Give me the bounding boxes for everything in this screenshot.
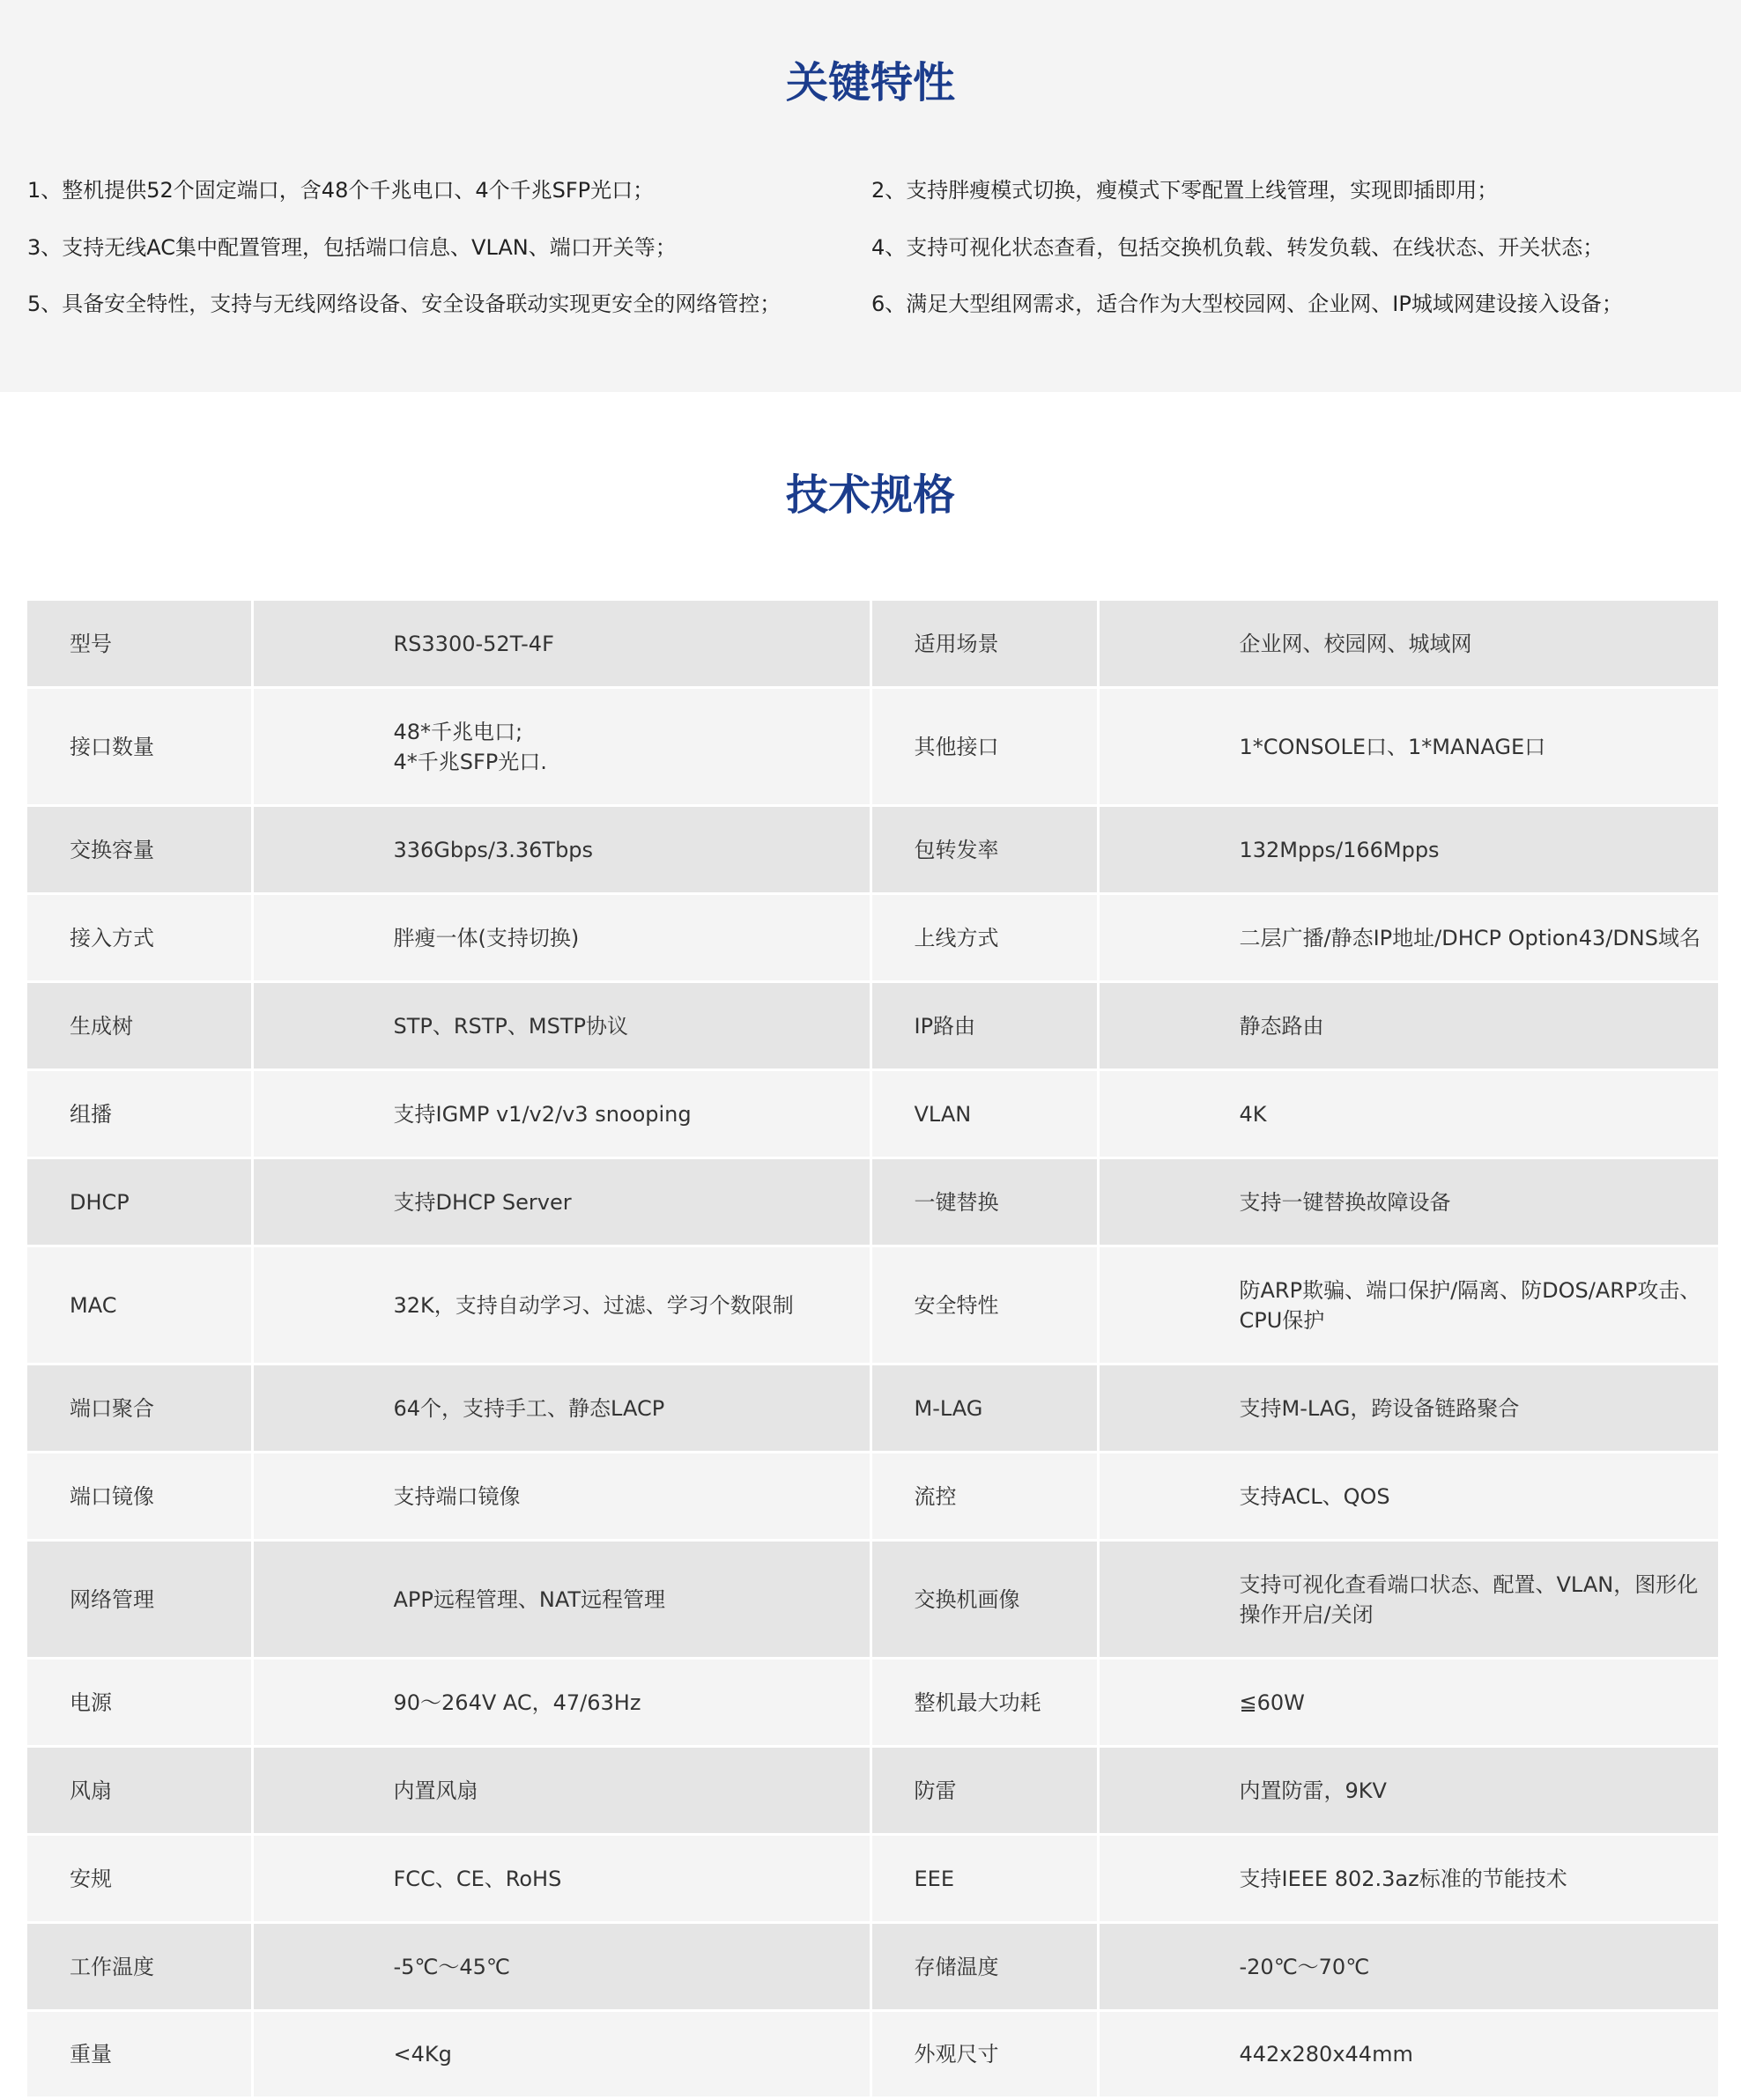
spec-label: 上线方式 <box>870 894 1098 982</box>
feature-item-1: 1、整机提供52个固定端口，含48个千兆电口、4个千兆SFP光口； <box>27 178 655 203</box>
spec-label: 组播 <box>27 1070 252 1158</box>
spec-label: 安全特性 <box>870 1246 1098 1364</box>
spec-value: -5℃～45℃ <box>252 1923 870 2011</box>
table-row <box>27 2011 1718 2098</box>
table-row <box>27 1835 1718 1923</box>
spec-value: 48*千兆电口; 4*千兆SFP光口. <box>252 688 870 806</box>
spec-label: 防雷 <box>870 1747 1098 1835</box>
feature-item-3: 3、支持无线AC集中配置管理，包括端口信息、VLAN、端口开关等； <box>27 235 677 260</box>
spec-value: 内置风扇 <box>252 1747 870 1835</box>
spec-label: 整机最大功耗 <box>870 1659 1098 1747</box>
spec-label: 电源 <box>27 1659 252 1747</box>
spec-value: 支持ACL、QOS <box>1098 1453 1718 1541</box>
key-features-title: 关键特性 <box>785 58 955 107</box>
spec-label: 端口聚合 <box>27 1364 252 1453</box>
spec-value: 442x280x44mm <box>1098 2011 1718 2098</box>
spec-label: 接口数量 <box>27 688 252 806</box>
table-row <box>27 1747 1718 1835</box>
table-row <box>27 1246 1718 1364</box>
spec-value: 支持一键替换故障设备 <box>1098 1158 1718 1246</box>
spec-value: 支持端口镜像 <box>252 1453 870 1541</box>
spec-label: 接入方式 <box>27 894 252 982</box>
table-row <box>27 1923 1718 2011</box>
spec-label: 适用场景 <box>870 601 1098 688</box>
feature-item-6: 6、满足大型组网需求，适合作为大型校园网、企业网、IP城域网建设接入设备； <box>871 292 1623 316</box>
spec-label: 工作温度 <box>27 1923 252 2011</box>
spec-label: 端口镜像 <box>27 1453 252 1541</box>
feature-item-4: 4、支持可视化状态查看，包括交换机负载、转发负载、在线状态、开关状态； <box>871 235 1604 260</box>
spec-value: ≦60W <box>1098 1659 1718 1747</box>
spec-value: 企业网、校园网、城域网 <box>1098 601 1718 688</box>
spec-value: 胖瘦一体(支持切换) <box>252 894 870 982</box>
table-row <box>27 1453 1718 1541</box>
key-features-section <box>0 0 1741 392</box>
spec-label: EEE <box>870 1835 1098 1923</box>
spec-label: 包转发率 <box>870 806 1098 894</box>
table-row <box>27 806 1718 894</box>
spec-label: 安规 <box>27 1835 252 1923</box>
table-row <box>27 601 1718 688</box>
spec-value: 防ARP欺骗、端口保护/隔离、防DOS/ARP攻击、 CPU保护 <box>1098 1246 1718 1364</box>
spec-label: 交换容量 <box>27 806 252 894</box>
spec-label: M-LAG <box>870 1364 1098 1453</box>
spec-label: VLAN <box>870 1070 1098 1158</box>
table-row <box>27 982 1718 1070</box>
table-row <box>27 1070 1718 1158</box>
spec-value: 支持M-LAG，跨设备链路聚合 <box>1098 1364 1718 1453</box>
table-row <box>27 1158 1718 1246</box>
spec-value: 90～264V AC，47/63Hz <box>252 1659 870 1747</box>
spec-value: 支持IEEE 802.3az标准的节能技术 <box>1098 1835 1718 1923</box>
spec-label: 交换机画像 <box>870 1541 1098 1659</box>
spec-label: IP路由 <box>870 982 1098 1070</box>
spec-value: 64个，支持手工、静态LACP <box>252 1364 870 1453</box>
spec-label: 型号 <box>27 601 252 688</box>
spec-label: 一键替换 <box>870 1158 1098 1246</box>
spec-label: 生成树 <box>27 982 252 1070</box>
spec-value: APP远程管理、NAT远程管理 <box>252 1541 870 1659</box>
specs-table <box>27 601 1718 2099</box>
spec-value: RS3300-52T-4F <box>252 601 870 688</box>
spec-value: 静态路由 <box>1098 982 1718 1070</box>
spec-label: 外观尺寸 <box>870 2011 1098 2098</box>
table-row <box>27 1364 1718 1453</box>
spec-label: 重量 <box>27 2011 252 2098</box>
table-row <box>27 688 1718 806</box>
spec-value: 支持可视化查看端口状态、配置、VLAN，图形化 操作开启/关闭 <box>1098 1541 1718 1659</box>
spec-value: <4Kg <box>252 2011 870 2098</box>
spec-value: 内置防雷，9KV <box>1098 1747 1718 1835</box>
spec-value: 4K <box>1098 1070 1718 1158</box>
spec-value: 32K，支持自动学习、过滤、学习个数限制 <box>252 1246 870 1364</box>
spec-value: 二层广播/静态IP地址/DHCP Option43/DNS域名 <box>1098 894 1718 982</box>
table-row <box>27 894 1718 982</box>
spec-value: 支持DHCP Server <box>252 1158 870 1246</box>
spec-value: 支持IGMP v1/v2/v3 snooping <box>252 1070 870 1158</box>
table-row <box>27 1659 1718 1747</box>
spec-value: STP、RSTP、MSTP协议 <box>252 982 870 1070</box>
spec-label: 其他接口 <box>870 688 1098 806</box>
spec-label: 流控 <box>870 1453 1098 1541</box>
spec-label: MAC <box>27 1246 252 1364</box>
spec-label: DHCP <box>27 1158 252 1246</box>
feature-item-2: 2、支持胖瘦模式切换，瘦模式下零配置上线管理，实现即插即用； <box>871 178 1499 203</box>
table-row <box>27 1541 1718 1659</box>
spec-value: FCC、CE、RoHS <box>252 1835 870 1923</box>
spec-label: 网络管理 <box>27 1541 252 1659</box>
spec-value: -20℃～70℃ <box>1098 1923 1718 2011</box>
spec-label: 风扇 <box>27 1747 252 1835</box>
spec-value: 1*CONSOLE口、1*MANAGE口 <box>1098 688 1718 806</box>
tech-specs-title: 技术规格 <box>785 470 955 520</box>
spec-value: 132Mpps/166Mpps <box>1098 806 1718 894</box>
spec-label: 存储温度 <box>870 1923 1098 2011</box>
spec-value: 336Gbps/3.36Tbps <box>252 806 870 894</box>
feature-item-5: 5、具备安全特性，支持与无线网络设备、安全设备联动实现更安全的网络管控； <box>27 292 782 316</box>
